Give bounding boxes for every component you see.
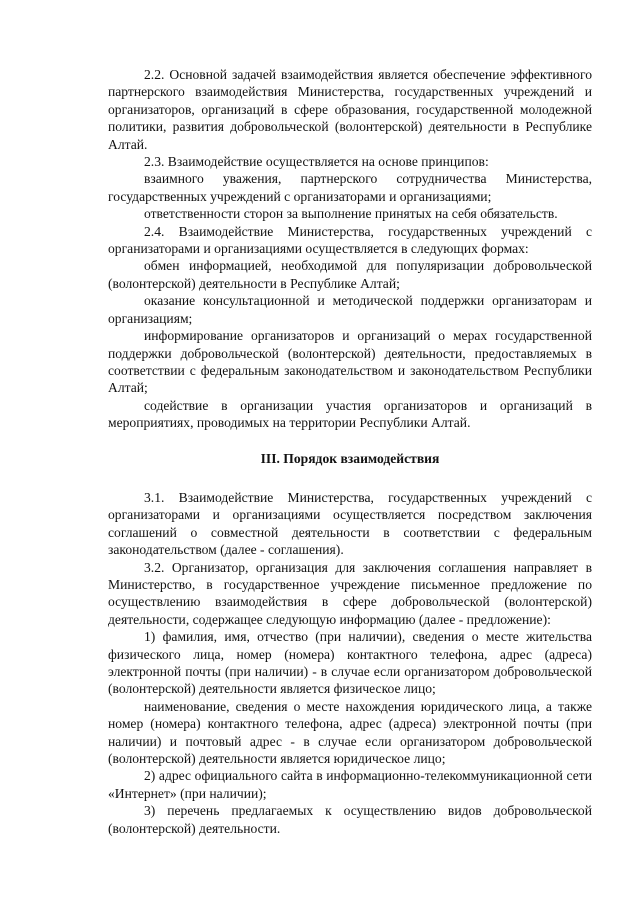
paragraph: информирование организаторов и организаций о мерах государственной поддержки добровольческой (волонтерской) деятельности, предоставляемых в соответствии с федеральным законодательством и законодательством Республики Алтай; [108,328,592,396]
paragraph: 3.2. Организатор, организация для заключения соглашения направляет в Министерство, в государственное учреждение письменное предложение по осуществлению взаимодействия в сфере добровольческой (волонтерской) деятельности, содержащее следующую информацию (далее - предложение): [108,559,592,627]
paragraph: оказание консультационной и методической поддержки организаторам и организациям; [108,293,592,326]
paragraph: 2.3. Взаимодействие осуществляется на основе принципов: [144,154,489,170]
paragraph: наименование, сведения о месте нахождения юридического лица, а также номер (номера) контактного телефона, адрес (адреса) электронной почты (при наличии) и почтовый адрес - в случае если организатором добровольческой (волонтерской) деятельности является юридическое лицо; [108,698,592,767]
paragraph: 3) перечень предлагаемых к осуществлению видов добровольческой (волонтерской) деятельности. [108,803,592,836]
paragraph: 2.2. Основной задачей взаимодействия является обеспечение эффективного партнерского взаимодействия Министерства, государственных учреждений и организаторов, организаций в сфере образования, государственной молодежной политики, развития добровольческой (волонтерской) деятельности в Республике Алтай. [108,67,592,152]
paragraph: ответственности сторон за выполнение принятых на себя обязательств. [144,206,558,222]
paragraph: 1) фамилия, имя, отчество (при наличии), сведения о месте жительства физического лица, номер (номера) контактного телефона, адрес (адреса) электронной почты (при наличии) - в случае если организатором добровольческой (волонтерской) деятельности является физическое лицо; [108,629,592,697]
paragraph: взаимного уважения, партнерского сотрудничества Министерства, государственных учреждений с организаторами и организациями; [108,171,592,204]
paragraph: содействие в организации участия организаторов и организаций в мероприятиях, проводимых на территории Республики Алтай. [108,397,592,431]
section-heading: III. Порядок взаимодействия [260,450,440,466]
document-body [108,66,592,837]
paragraph: 2) адрес официального сайта в информационно-телекоммуникационной сети «Интернет» (при наличии); [108,768,592,801]
paragraph: 3.1. Взаимодействие Министерства, государственных учреждений с организаторами и организациями осуществляется посредством заключения соглашений о совместной деятельности в соответствии с федеральным законодательством (далее - соглашения). [108,489,592,558]
paragraph: обмен информацией, необходимой для популяризации добровольческой (волонтерской) деятельности в Республике Алтай; [108,258,592,291]
paragraph: 2.4. Взаимодействие Министерства, государственных учреждений с организаторами и организациями осуществляется в следующих формах: [108,223,592,257]
